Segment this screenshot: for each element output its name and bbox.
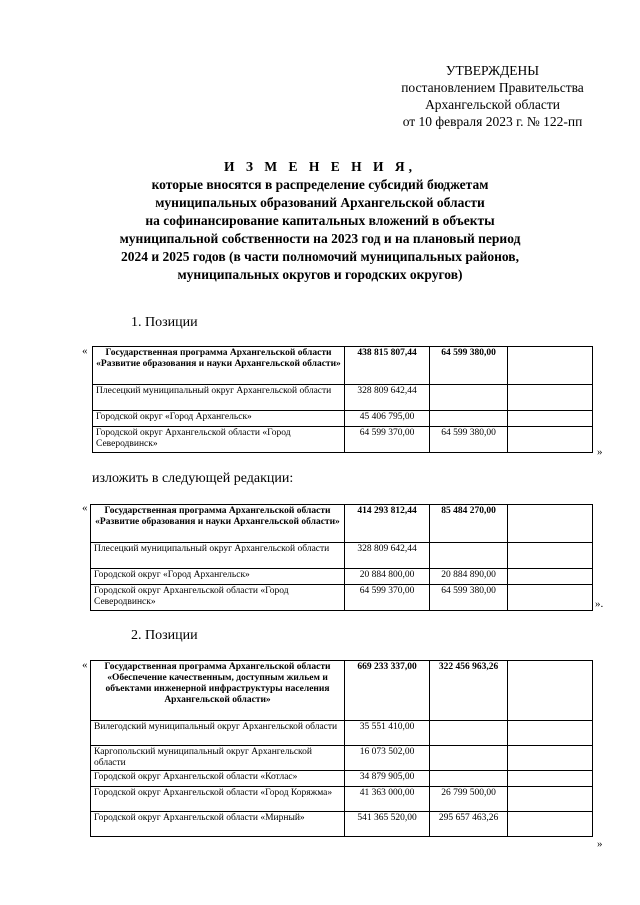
row-value-1: 64 599 370,00 (345, 427, 430, 453)
row-value-2: 64 599 380,00 (430, 347, 508, 385)
table-row (91, 721, 593, 746)
row-name: Плесецкий муниципальный округ Архангельской области (93, 385, 345, 411)
row-value-3 (508, 746, 593, 771)
row-value-2: 322 456 963,26 (430, 661, 508, 721)
section1-new-quote-open: « (82, 502, 88, 514)
row-value-2: 64 599 380,00 (430, 585, 508, 611)
row-value-2: 26 799 500,00 (430, 787, 508, 812)
row-name: Городской округ Архангельской области «Город Северодвинск» (91, 585, 345, 611)
row-value-2 (430, 543, 508, 569)
table-row (91, 505, 593, 543)
document-title (80, 158, 560, 284)
row-value-3 (508, 385, 593, 411)
section1-new-table (90, 504, 593, 611)
table-row (91, 746, 593, 771)
section1-quote-open: « (82, 345, 88, 357)
row-name: Каргопольский муниципальный округ Архангельской области (91, 746, 345, 771)
row-name: Городской округ Архангельской области «Мирный» (91, 812, 345, 837)
row-value-3 (508, 347, 593, 385)
title-line: муниципальной собственности на 2023 год и на плановый период (119, 231, 521, 246)
row-value-3 (508, 787, 593, 812)
row-value-1: 20 884 800,00 (345, 569, 430, 585)
row-name: Городской округ Архангельской области «Город Коряжма» (91, 787, 345, 812)
approval-by: постановлением Правительства (401, 80, 584, 95)
row-name: Государственная программа Архангельской области «Развитие образования и науки Архангельской области» (91, 505, 345, 543)
row-value-2 (430, 771, 508, 787)
table-row (91, 569, 593, 585)
table-row (91, 661, 593, 721)
row-value-2: 64 599 380,00 (430, 427, 508, 453)
row-value-1: 35 551 410,00 (345, 721, 430, 746)
row-name: Плесецкий муниципальный округ Архангельской области (91, 543, 345, 569)
row-value-2 (430, 746, 508, 771)
row-name: Государственная программа Архангельской области «Обеспечение качественным, доступным жильем и объектами инженерной инфраструктуры населения Архангельской области» (91, 661, 345, 721)
title-line: муниципальных округов и городских округов) (177, 267, 463, 282)
section1-table (92, 346, 593, 453)
row-value-1: 64 599 370,00 (345, 585, 430, 611)
row-value-3 (508, 812, 593, 837)
table-row (91, 812, 593, 837)
row-value-3 (508, 585, 593, 611)
row-name: Вилегодский муниципальный округ Архангельской области (91, 721, 345, 746)
section1-heading: 1. Позиции (131, 315, 198, 330)
row-value-1: 438 815 807,44 (345, 347, 430, 385)
section2-table (90, 660, 593, 837)
table-row (91, 585, 593, 611)
row-value-3 (508, 411, 593, 427)
row-value-1: 34 879 905,00 (345, 771, 430, 787)
title-line: которые вносятся в распределение субсидий бюджетам (151, 177, 489, 192)
row-name: Городской округ «Город Архангельск» (91, 569, 345, 585)
approval-title: УТВЕРЖДЕНЫ (445, 63, 540, 78)
title-line: на софинансирование капитальных вложений в объекты (145, 213, 495, 228)
row-value-3 (508, 721, 593, 746)
row-name: Городской округ «Город Архангельск» (93, 411, 345, 427)
row-value-3 (508, 661, 593, 721)
table-row (93, 347, 593, 385)
table-row (91, 771, 593, 787)
row-value-1: 414 293 812,44 (345, 505, 430, 543)
row-value-1: 328 809 642,44 (345, 543, 430, 569)
row-value-3 (508, 505, 593, 543)
row-value-2: 20 884 890,00 (430, 569, 508, 585)
row-name: Городской округ Архангельской области «Город Северодвинск» (93, 427, 345, 453)
table-row (93, 385, 593, 411)
row-value-2 (430, 411, 508, 427)
table-row (91, 543, 593, 569)
row-value-3 (508, 427, 593, 453)
approval-date: от 10 февраля 2023 г. № 122-пп (402, 114, 583, 129)
row-value-1: 41 363 000,00 (345, 787, 430, 812)
section1-new-quote-close: ». (595, 598, 604, 610)
title-heading: И З М Е Н Е Н И Я, (223, 159, 416, 174)
redaction-text: изложить в следующей редакции: (92, 471, 294, 486)
section2-quote-open: « (82, 659, 88, 671)
approval-block (380, 62, 605, 130)
row-value-3 (508, 569, 593, 585)
row-value-1: 669 233 337,00 (345, 661, 430, 721)
row-value-2 (430, 385, 508, 411)
row-name: Городской округ Архангельской области «Котлас» (91, 771, 345, 787)
section2-quote-close: » (597, 838, 603, 850)
row-value-2: 85 484 270,00 (430, 505, 508, 543)
row-value-1: 45 406 795,00 (345, 411, 430, 427)
title-line: муниципальных образований Архангельской области (155, 195, 485, 210)
row-value-2 (430, 721, 508, 746)
title-line: 2024 и 2025 годов (в части полномочий муниципальных районов, (121, 249, 519, 264)
row-value-2: 295 657 463,26 (430, 812, 508, 837)
section1-quote-close: » (597, 446, 603, 458)
approval-region: Архангельской области (425, 97, 560, 112)
row-value-3 (508, 771, 593, 787)
row-value-1: 16 073 502,00 (345, 746, 430, 771)
row-value-1: 541 365 520,00 (345, 812, 430, 837)
row-value-1: 328 809 642,44 (345, 385, 430, 411)
section2-heading: 2. Позиции (131, 628, 198, 643)
table-row (93, 411, 593, 427)
row-name: Государственная программа Архангельской области «Развитие образования и науки Архангельской области» (93, 347, 345, 385)
table-row (93, 427, 593, 453)
table-row (91, 787, 593, 812)
row-value-3 (508, 543, 593, 569)
